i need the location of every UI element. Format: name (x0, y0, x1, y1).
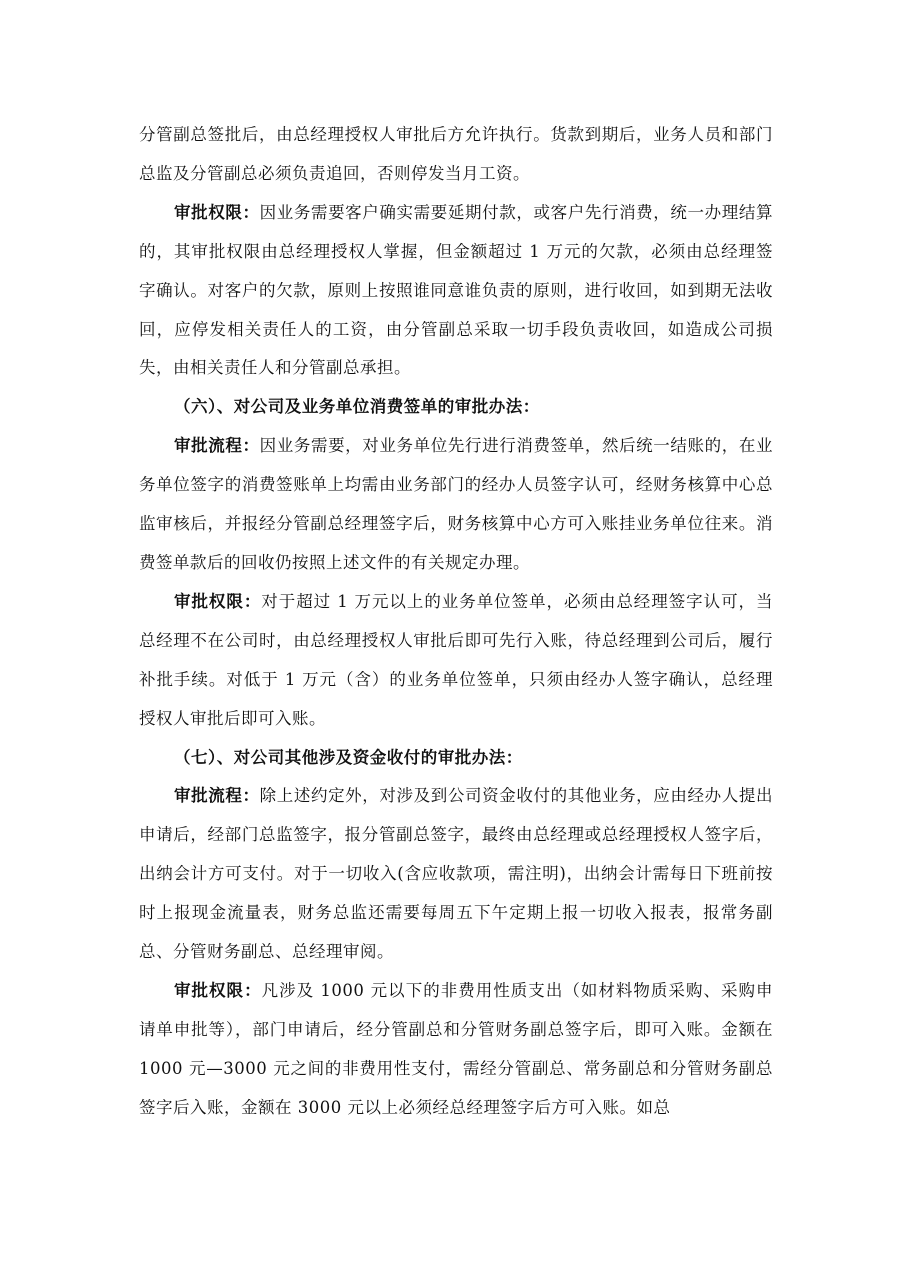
approval-authority-label: 审批权限： (174, 202, 260, 222)
approval-authority-label: 审批权限： (174, 980, 262, 1000)
paragraph-text: 对于超过 1 万元以上的业务单位签单，必须由总经理签字认可，当总经理不在公司时，由总经理授权人审批后即可先行入账，待总经理到公司后，履行补批手续。对低于 1 万元（含）的业务单位签单，只须由经办人签字确认，总经理授权人审批后即可入账。 (139, 591, 773, 728)
document-body (139, 116, 773, 1128)
paragraph-approval-process-funds (139, 777, 773, 972)
paragraph-approval-authority-funds (139, 972, 773, 1128)
paragraph-text: 凡涉及 1000 元以下的非费用性质支出（如材料物质采购、采购申请单申批等），部门申请后，经分管副总和分管财务副总签字后，即可入账。金额在 1000 元—3000 元之间的非费用性支付，需经分管副总、常务副总和分管财务副总签字后入账，金额在 3000 元以上必须经总经理签字后方可入账。如总 (139, 980, 774, 1117)
paragraph-continuation: 分管副总签批后，由总经理授权人审批后方允许执行。货款到期后，业务人员和部门总监及分管副总必须负责追回，否则停发当月工资。 (139, 125, 773, 183)
approval-authority-label: 审批权限： (174, 591, 262, 611)
paragraph-text: 因业务需要客户确实需要延期付款，或客户先行消费，统一办理结算的，其审批权限由总经理授权人掌握，但金额超过 1 万元的欠款，必须由总经理签字确认。对客户的欠款，原则上按照谁同意谁负责的原则，进行收回，如到期无法收回，应停发相关责任人的工资，由分管副总采取一切手段负责收回，如造成公司损失，由相关责任人和分管副总承担。 (139, 202, 774, 378)
paragraph-approval-authority-signing (139, 583, 773, 739)
approval-process-label: 审批流程： (174, 436, 260, 456)
section-heading-7: （七）、对公司其他涉及资金收付的审批办法： (174, 747, 523, 767)
paragraph-text: 因业务需要，对业务单位先行进行消费签单，然后统一结账的，在业务单位签字的消费签账单上均需由业务部门的经办人员签字认可，经财务核算中心总监审核后，并报经分管副总经理签字后，财务核算中心方可入账挂业务单位往来。消费签单款后的回收仍按照上述文件的有关规定办理。 (139, 436, 774, 572)
approval-process-label: 审批流程： (174, 786, 260, 806)
paragraph-approval-process-signing (139, 427, 773, 583)
section-heading-6: （六）、对公司及业务单位消费签单的审批办法： (174, 397, 540, 417)
paragraph-text: 除上述约定外，对涉及到公司资金收付的其他业务，应由经办人提出申请后，经部门总监签字，报分管副总签字，最终由总经理或总经理授权人签字后，出纳会计方可支付。对于一切收入(含应收款项，需注明)，出纳会计需每日下班前按时上报现金流量表，财务总监还需要每周五下午定期上报一切收入报表，报常务副总、分管财务副总、总经理审阅。 (139, 786, 774, 962)
paragraph-approval-authority-receivables (139, 194, 773, 389)
